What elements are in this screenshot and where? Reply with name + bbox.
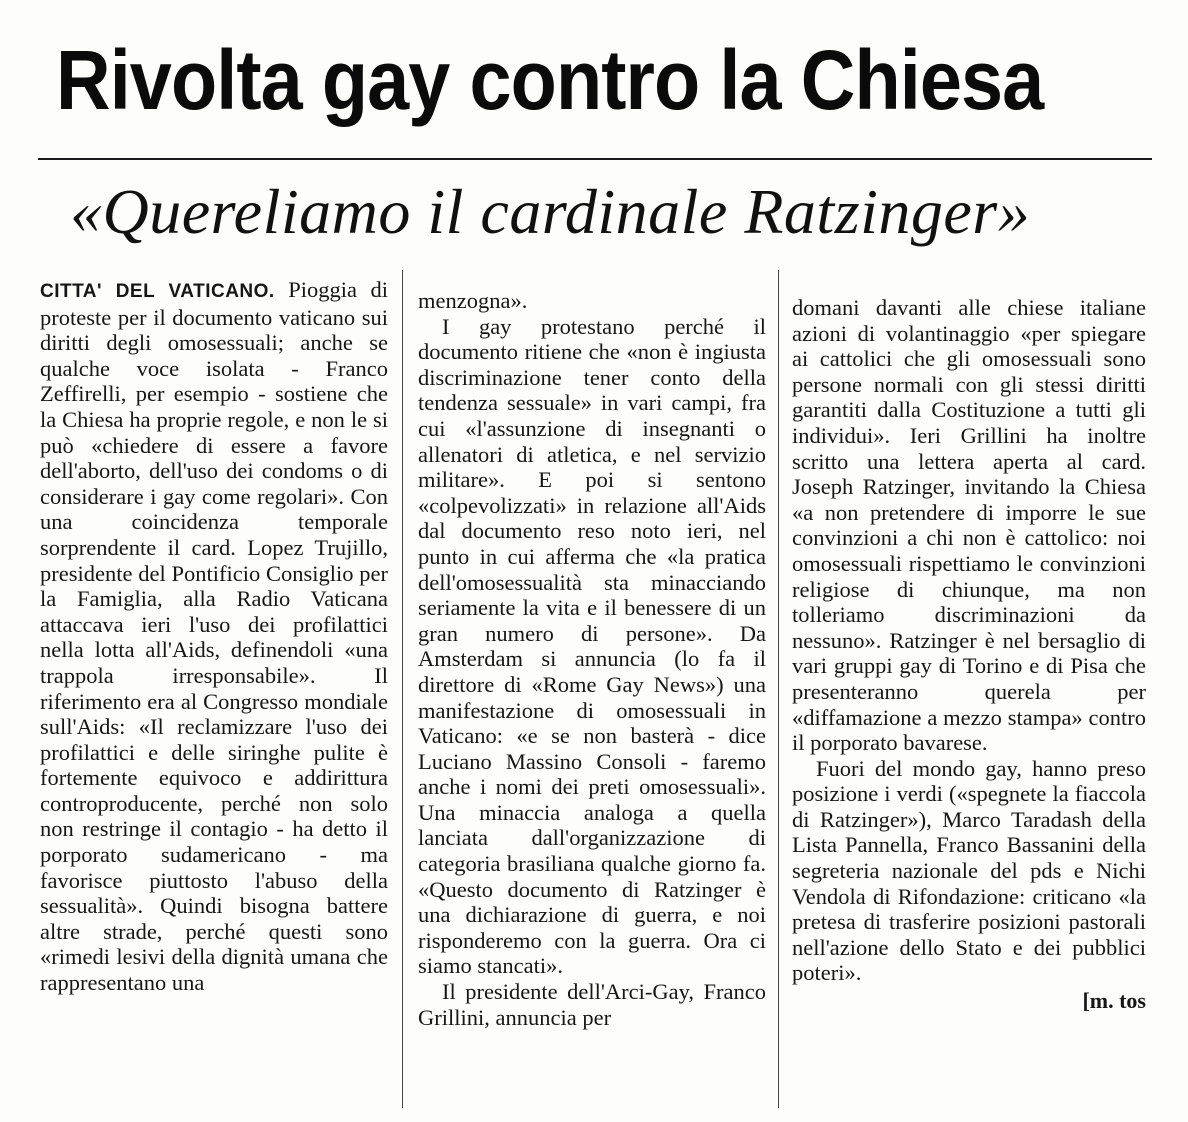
paragraph: I gay protestano perché il documento ritiene che «non è ingiusta discriminazione tener conto della tendenza sessuale» in vari campi, fra cui «l'assunzione di insegnanti o allenatori di atletica, e nel servizio militare». E poi si sentono «colpevolizzati» in relazione all'Aids dal documento reso noto ieri, nel punto in cui afferma che «la pratica dell'omosessualità sta minacciando seriamente la vita e il benessere di un gran numero di persone». Da Amsterdam si annuncia (lo fa il direttore di «Rome Gay News») una manifestazione di omosessuali in Vaticano: «e se non basterà - dice Luciano Massino Consoli - faremo anche i nomi dei preti omosessuali». Una minaccia analoga a quella lanciata dall'organizzazione di categoria brasiliana qualche giorno fa. «Questo documento di Ratzinger è una dichiarazione di guerra, e noi risponderemo con la guerra. Ora ci siamo stancati».	[418, 313, 766, 979]
article-column-1	[40, 277, 388, 996]
article-headline: Rivolta gay contro la Chiesa	[56, 33, 1044, 127]
author-byline: [m. tos	[1082, 988, 1146, 1014]
article-column-3	[792, 295, 1146, 1014]
headline-rule	[38, 158, 1152, 160]
paragraph: domani davanti alle chiese italiane azioni di volantinaggio «per spiegare ai cattolici che gli omosessuali sono persone normali con gli stessi diritti garantiti dalla Costituzione a tutti gli individui». Ieri Grillini ha inoltre scritto una lettera aperta al card. Joseph Ratzinger, invitando la Chiesa «a non pretendere di imporre le sue convinzioni a chi non è cattolico: noi omosessuali rispettiamo le convinzioni religiose di chiunque, ma non tolleriamo discriminazioni da nessuno». Ratzinger è nel bersaglio di vari gruppi gay di Torino e di Pisa che presenteranno querela per «diffamazione a mezzo stampa» contro il porporato bavarese.	[792, 295, 1146, 756]
paragraph: menzogna».	[418, 288, 528, 313]
column-divider	[778, 270, 779, 1108]
dateline: CITTA' DEL VATICANO.	[40, 281, 275, 302]
paragraph-text: Pioggia di proteste per il documento vaticano sui diritti degli omosessuali; anche se qualche voce isolata - Franco Zeffirelli, per esempio - sostiene che la Chiesa ha proprie regole, e non le si può «chiedere di essere a favore dell'aborto, dell'uso dei condoms o di considerare i gay come regolari». Con una coincidenza temporale sorprendente il card. Lopez Trujillo, presidente del Pontificio Consiglio per la Famiglia, alla Radio Vaticana attaccava ieri l'uso dei profilattici nella lotta all'Aids, definendoli «una trappola irresponsabile». Il riferimento era al Congresso mondiale sull'Aids: «Il reclamizzare l'uso dei profilattici e delle siringhe pulite è fortemente equivoco e addirittura controproducente, perché non solo non restringe il contagio - ha detto il porporato sudamericano - ma favorisce piuttosto l'abuso della sessualità». Quindi bisogna battere altre strade, perché questi sono «rimedi lesivi della dignità umana che rappresentano una	[40, 277, 388, 996]
article-column-2	[418, 288, 766, 1030]
paragraph: Fuori del mondo gay, hanno preso posizione i verdi («spegnete la fiaccola di Ratzinger»), Marco Taradash della Lista Pannella, Franco Bassanini della segreteria nazionale del pds e Nichi Vendola di Rifondazione: criticano «la pretesa di trasferire posizioni pastorali nell'azione dello Stato e dei pubblici poteri».	[792, 755, 1146, 986]
paragraph	[40, 277, 388, 996]
article-subhead: «Quereliamo il cardinale Ratzinger»	[70, 176, 1031, 247]
column-divider	[402, 270, 403, 1108]
paragraph: Il presidente dell'Arci-Gay, Franco Grillini, annuncia per	[418, 979, 766, 1030]
